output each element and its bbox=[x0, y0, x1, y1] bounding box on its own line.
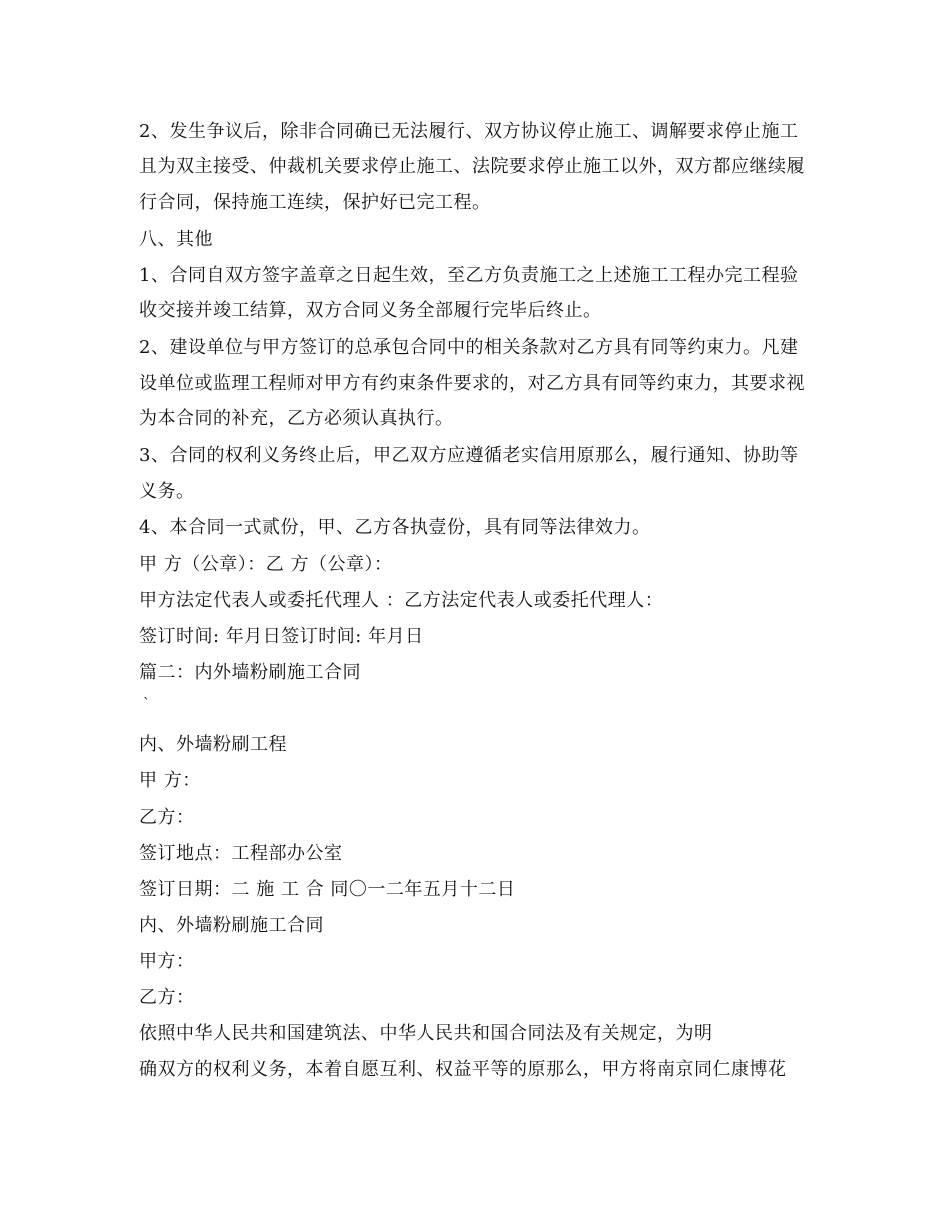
signing-location: 签订地点：工程部办公室 bbox=[139, 843, 343, 864]
text-line: 收交接并竣工结算，双方合同义务全部履行完毕后终止。 bbox=[139, 300, 602, 321]
text-line: 且为双主接受、仲裁机关要求停止施工、法院要求停止施工以外，双方都应继续履 bbox=[139, 156, 805, 177]
text-line: 2、建设单位与甲方签订的总承包合同中的相关条款对乙方具有同等约束力。凡建 bbox=[139, 337, 799, 358]
text-line: 1、合同自双方签字盖章之日起生效，至乙方负责施工之上述施工工程办完工程验 bbox=[139, 265, 799, 286]
text-line: 4、本合同一式贰份，甲、乙方各执壹份，具有同等法律效力。 bbox=[139, 517, 651, 538]
party-a-label: 甲 方： bbox=[139, 770, 201, 791]
representative-line: 甲方法定代表人或委托代理人 ：乙方法定代表人或委托代理人： bbox=[139, 590, 664, 611]
text-line: 依照中华人民共和国建筑法、中华人民共和国合同法及有关规定，为明 bbox=[139, 1023, 713, 1044]
text-line: 确双方的权利义务，本着自愿互利、权益平等的原那么，甲方将南京同仁康博花 bbox=[139, 1059, 787, 1080]
party-a-label: 甲方： bbox=[139, 951, 195, 972]
text-line: 为本合同的补充，乙方必须认真执行。 bbox=[139, 408, 454, 429]
text-line: 行合同，保持施工连续，保护好已完工程。 bbox=[139, 192, 491, 213]
party-b-label: 乙方： bbox=[139, 987, 195, 1008]
signing-date-line: 签订时间: 年月日签订时间: 年月日 bbox=[139, 626, 424, 647]
text-line: 设单位或监理工程师对甲方有约束条件要求的，对乙方具有同等约束力，其要求视 bbox=[139, 373, 805, 394]
text-line: 2、发生争议后，除非合同确已无法履行、双方协议停止施工、调解要求停止施工 bbox=[139, 121, 799, 142]
project-title: 内、外墙粉刷工程 bbox=[139, 734, 287, 755]
party-b-label: 乙方： bbox=[139, 807, 195, 828]
text-line: 义务。 bbox=[139, 481, 195, 502]
chapter-heading: 篇二：内外墙粉刷施工合同 bbox=[139, 662, 361, 683]
signing-date: 签订日期：二 施 工 合 同〇一二年五月十二日 bbox=[139, 879, 516, 900]
section-heading: 八、其他 bbox=[139, 229, 213, 250]
signature-parties-line: 甲 方（公章）：乙 方（公章）： bbox=[139, 554, 393, 575]
contract-title: 内、外墙粉刷施工合同 bbox=[139, 915, 324, 936]
text-line: 3、合同的权利义务终止后，甲乙双方应遵循老实信用原那么，履行通知、协助等 bbox=[139, 445, 799, 466]
stray-mark: ` bbox=[143, 696, 150, 712]
